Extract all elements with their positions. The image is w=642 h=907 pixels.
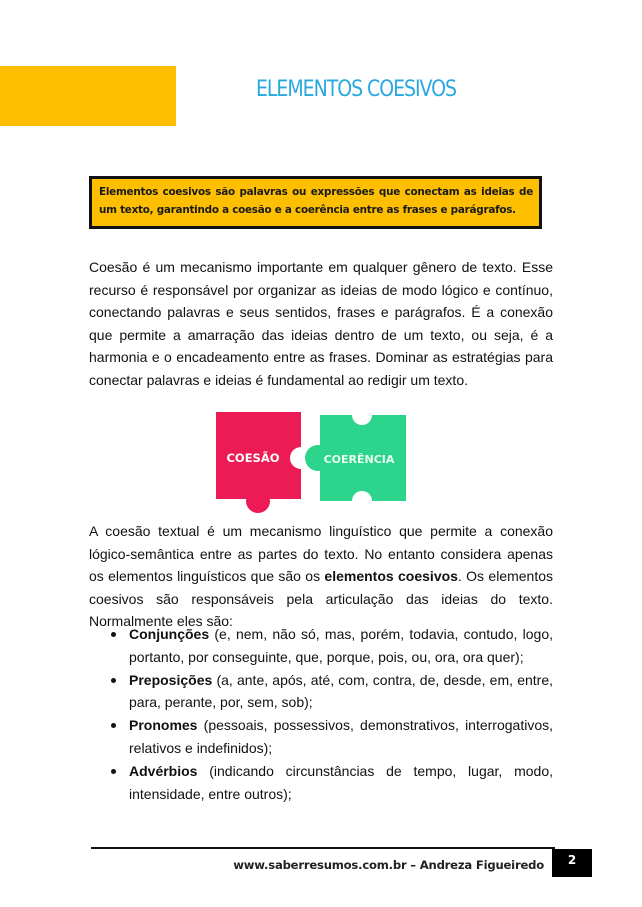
bullet-icon (111, 723, 116, 728)
list-item-term: Pronomes (129, 717, 198, 734)
footer-divider (91, 847, 555, 849)
puzzle-piece-coesao (216, 412, 301, 513)
definition-text: Elementos coesivos são palavras ou expressões que conectam as ideias de um texto, garantindo a coesão e a coerência entre as frases e parágrafos. (99, 186, 533, 216)
list-item (89, 714, 553, 759)
definition-box (89, 176, 542, 229)
puzzle-label-coerencia: COERÊNCIA (323, 453, 395, 466)
cohesive-elements-list (89, 623, 553, 806)
list-item-desc: (pessoais, possessivos, demonstrativos, interrogativos, relativos e indefinidos); (129, 717, 553, 756)
list-item-term: Conjunções (129, 626, 210, 642)
list-item (89, 760, 553, 805)
page-number-box (552, 849, 592, 877)
list-item-term: Advérbios (129, 763, 198, 780)
footer-credit: www.saberresumos.com.br – Andreza Figueiredo (233, 858, 544, 872)
bullet-icon (111, 632, 116, 637)
paragraph-cohesion-part1: A coesão textual é um mecanismo linguístico que permite a conexão lógico-semântica entre as partes do texto. No entanto considera apenas os elementos linguísticos que são os (89, 523, 553, 585)
paragraph-cohesion-part2: . Os elementos coesivos são responsáveis pela articulação das ideias do texto. Normalmente eles são: (89, 568, 553, 630)
puzzle-label-coesao: COESÃO (226, 451, 280, 465)
page-number: 2 (567, 853, 577, 867)
puzzle-piece-coerencia (305, 415, 406, 501)
list-item (89, 623, 553, 668)
puzzle-illustration (210, 405, 415, 520)
puzzle-red-tab (246, 489, 270, 513)
list-item-term: Preposições (129, 671, 213, 688)
list-item-desc: (a, ante, após, até, com, contra, de, desde, em, entre, para, perante, por, sem, sob); (129, 671, 553, 711)
bullet-icon (111, 769, 116, 774)
header-accent-bar (0, 66, 176, 126)
paragraph-cohesion-bold: elementos coesivos (324, 568, 458, 585)
list-item (89, 669, 553, 714)
list-item-desc: (indicando circunstâncias de tempo, lugar, modo, intensidade, entre outros); (129, 763, 553, 802)
list-item-desc: (e, nem, não só, mas, porém, todavia, contudo, logo, portanto, por conseguinte, que, porque, pois, ou, ora, ora quer); (129, 626, 553, 665)
page-title: ELEMENTOS COESIVOS (256, 77, 456, 102)
paragraph-intro: Coesão é um mecanismo importante em qualquer gênero de texto. Esse recurso é responsável por organizar as ideias de modo lógico e contínuo, conectando palavras e seus sentidos, frases e parágrafos. É a conexão que permite a amarração das ideias dentro de um texto, ou seja, é a harmonia e o encadeamento entre as frases. Dominar as estratégias para conectar palavras e ideias é fundamental ao redigir um texto. (89, 259, 553, 388)
paragraph-cohesion (89, 520, 553, 633)
bullet-icon (111, 678, 116, 683)
